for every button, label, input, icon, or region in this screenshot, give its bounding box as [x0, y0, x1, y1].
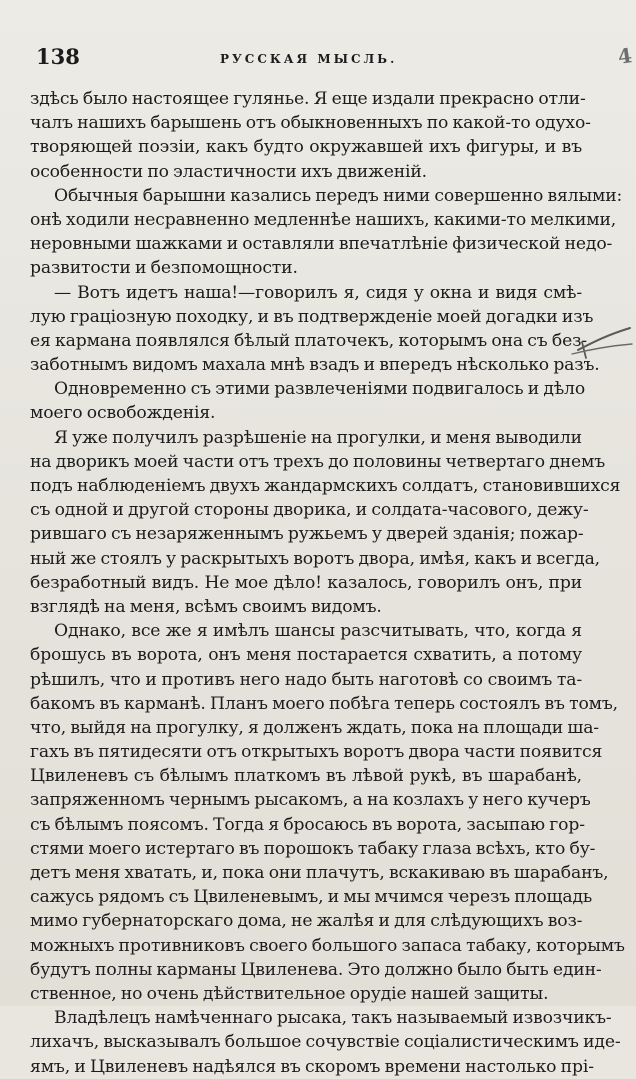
- text-line: неровными шажками и оставляли впечатлѣніе физической недо-: [30, 234, 613, 255]
- text-line: съ бѣлымъ поясомъ. Тогда я бросаюсь въ ворота, засыпаю гор-: [30, 814, 585, 835]
- text-line: взглядѣ на меня, всѣмъ своимъ видомъ.: [30, 596, 382, 617]
- text-line: заботнымъ видомъ махала мнѣ взадъ и впередъ нѣсколько разъ.: [30, 355, 600, 376]
- text-line: подъ наблюденіемъ двухъ жандармскихъ солдатъ, становившихся: [30, 476, 621, 496]
- text-line: Обычныя барышни казались передъ ними совершенно вялыми:: [54, 185, 623, 206]
- text-line: брошусь въ ворота, онъ меня постарается схватить, а потому: [30, 645, 582, 666]
- text-line: особенности по эластичности ихъ движеній.: [30, 161, 427, 182]
- text-line: бакомъ въ карманѣ. Планъ моего побѣга теперь состоялъ въ томъ,: [30, 693, 618, 714]
- text-line: Я уже получилъ разрѣшеніе на прогулки, и меня выводили: [54, 427, 582, 448]
- text-line: развитости и безпомощности.: [30, 258, 298, 279]
- text-line: ный же стоялъ у раскрытыхъ воротъ двора, имѣя, какъ и всегда,: [30, 548, 600, 569]
- text-line: чалъ нашихъ барышень отъ обыкновенныхъ по какой-то одухо-: [30, 113, 591, 134]
- text-line: безработный видъ. Не мое дѣло! казалось, говорилъ онъ, при: [30, 572, 582, 593]
- text-line: творяющей поэзіи, какъ будто окружавшей ихъ фигуры, и въ: [30, 137, 582, 158]
- text-line: Одновременно съ этими развлеченіями подвигалось и дѣло: [54, 379, 586, 400]
- text-line: детъ меня хватать, и, пока они плачутъ, вскакиваю въ шарабанъ,: [30, 863, 609, 883]
- text-line: моего освобожденія.: [30, 403, 216, 424]
- text-line: Цвиленевъ съ бѣлымъ платкомъ въ лѣвой рукѣ, въ шарабанѣ,: [30, 766, 582, 787]
- text-line: стями моего истертаго въ порошокъ табаку глаза всѣхъ, кто бу-: [30, 838, 596, 859]
- body-text: [30, 87, 625, 1079]
- text-line: на дворикъ моей части отъ трехъ до половины четвертаго днемъ: [30, 451, 606, 472]
- text-line: Однако, все же я имѣлъ шансы разсчитывать, что, когда я: [54, 621, 582, 642]
- text-line: запряженномъ чернымъ рысакомъ, а на козлахъ у него кучеръ: [30, 790, 591, 811]
- text-line: ея кармана появлялся бѣлый платочекъ, которымъ она съ без-: [30, 330, 587, 351]
- text-line: — Вотъ идетъ наша!—говорилъ я, сидя у окна и видя смѣ-: [54, 282, 582, 303]
- text-line: онѣ ходили несравненно медленнѣе нашихъ, какими-то мелкими,: [30, 209, 617, 230]
- text-line: сажусь рядомъ съ Цвиленевымъ, и мы мчимся черезъ площадь: [30, 887, 593, 908]
- text-line: здѣсь было настоящее гулянье. Я еще издали прекрасно отли-: [30, 89, 586, 109]
- text-line: ямъ, и Цвиленевъ надѣялся въ скоромъ времени настолько прі-: [30, 1056, 594, 1077]
- text-line: будутъ полны карманы Цвиленева. Это должно было быть един-: [30, 959, 602, 980]
- page-header: [0, 44, 636, 74]
- text-line: Владѣлецъ намѣченнаго рысака, такъ называемый извозчикъ-: [54, 1008, 612, 1029]
- text-line: мимо губернаторскаго дома, не жалѣя и для слѣдующихъ воз-: [30, 911, 583, 932]
- text-line: съ одной и другой стороны дворика, и солдата-часового, дежу-: [30, 500, 589, 521]
- corner-pencil-mark: 4: [616, 43, 634, 69]
- text-line: рившаго съ незаряженнымъ ружьемъ у дверей зданія; пожар-: [30, 524, 584, 545]
- text-line: рѣшилъ, что и противъ него надо быть наготовѣ со своимъ та-: [30, 669, 582, 690]
- text-line: гахъ въ пятидесяти отъ открытыхъ воротъ двора части появится: [30, 742, 603, 763]
- text-line: лихачъ, высказывалъ большое сочувствіе соціалистическимъ иде-: [30, 1032, 621, 1053]
- text-line: что, выйдя на прогулку, я долженъ ждать, пока на площади ша-: [30, 717, 599, 738]
- text-line: можныхъ противниковъ своего большого запаса табаку, которымъ: [30, 935, 625, 956]
- page-number: 138: [36, 44, 80, 69]
- pencil-margin-mark-icon: [568, 320, 636, 360]
- text-line: лую граціозную походку, и въ подтвержденіе моей догадки изъ: [30, 306, 594, 327]
- running-title: РУССКАЯ МЫСЛЬ.: [220, 52, 398, 66]
- text-line: ственное, но очень дѣйствительное орудіе нашей защиты.: [30, 983, 549, 1004]
